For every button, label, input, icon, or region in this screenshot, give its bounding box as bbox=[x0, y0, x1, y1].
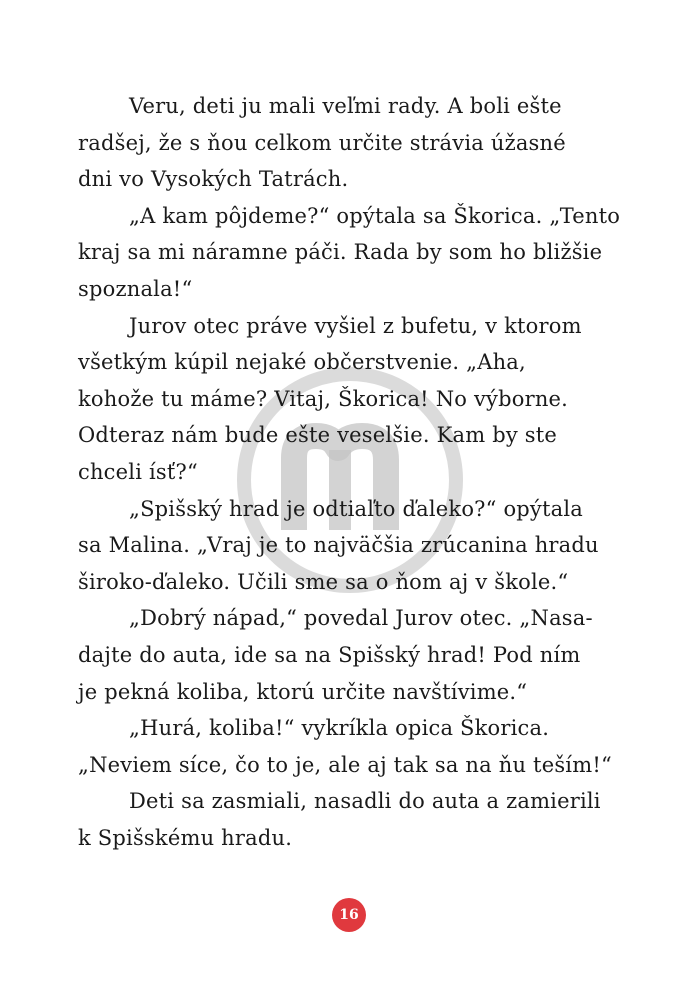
page-number-badge bbox=[332, 898, 366, 932]
text-line: k Spišskému hradu. bbox=[78, 825, 293, 850]
text-line: je pekná koliba, ktorú určite navštívime.“ bbox=[78, 679, 528, 704]
text-line: dni vo Vysokých Tatrách. bbox=[78, 167, 349, 192]
text-line: radšej, že s ňou celkom určite strávia úžasné bbox=[78, 130, 566, 155]
text-line: „Dobrý nápad,“ povedal Jurov otec. „Nasa- bbox=[129, 606, 593, 631]
text-line: „Neviem síce, čo to je, ale aj tak sa na ňu teším!“ bbox=[78, 752, 612, 777]
text-line: Veru, deti ju mali veľmi rady. A boli ešte bbox=[129, 94, 562, 118]
text-line: kraj sa mi náramne páči. Rada by som ho bližšie bbox=[78, 240, 603, 265]
text-line: Deti sa zasmiali, nasadli do auta a zamierili bbox=[129, 789, 601, 814]
text-line: Odteraz nám bude ešte veselšie. Kam by ste bbox=[78, 423, 558, 448]
text-line: Jurov otec práve vyšiel z bufetu, v ktorom bbox=[129, 313, 582, 338]
text-line: „A kam pôjdeme?“ opýtala sa Škorica. „Tento bbox=[129, 203, 621, 228]
page-number: 16 bbox=[339, 907, 359, 923]
text-line: široko-ďaleko. Učili sme sa o ňom aj v škole.“ bbox=[78, 569, 569, 594]
text-line: dajte do auta, ide sa na Spišský hrad! Pod ním bbox=[78, 642, 581, 667]
text-line: kohože tu máme? Vitaj, Škorica! No výborne. bbox=[78, 386, 569, 411]
text-line: všetkým kúpil nejaké občerstvenie. „Aha, bbox=[78, 350, 526, 375]
text-line: chceli ísť?“ bbox=[78, 459, 198, 484]
text-line: „Spišský hrad je odtiaľto ďaleko?“ opýtala bbox=[129, 496, 583, 521]
text-line: spoznala!“ bbox=[78, 276, 193, 301]
text-line: „Hurá, koliba!“ vykríkla opica Škorica. bbox=[129, 716, 550, 741]
story-text bbox=[78, 88, 638, 856]
text-line: sa Malina. „Vraj je to najväčšia zrúcanina hradu bbox=[78, 533, 599, 558]
